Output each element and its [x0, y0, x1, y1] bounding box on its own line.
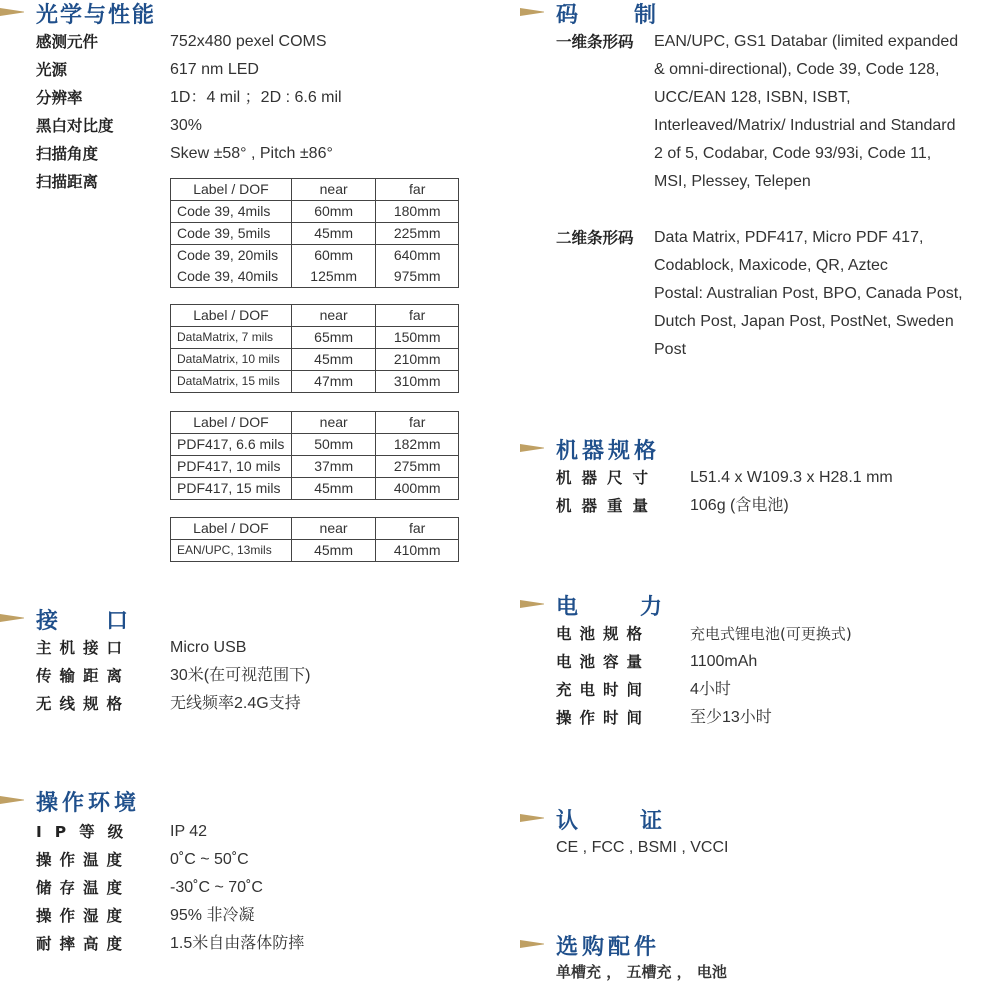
table-header-cell: far	[376, 305, 459, 327]
accessories-section	[520, 932, 1000, 981]
table-cell: DataMatrix, 15 mils	[171, 371, 292, 393]
spec-value: L51.4 x W109.3 x H28.1 mm	[690, 469, 893, 486]
spec-value: 4小时	[690, 681, 731, 698]
table-cell: 150mm	[376, 327, 459, 349]
spec-label: 电池规格	[556, 625, 651, 643]
table-header-cell: Label / DOF	[171, 412, 292, 434]
table-header-cell: near	[291, 179, 376, 201]
optics-title-bar	[0, 0, 480, 28]
spec-label: 机器尺寸	[556, 469, 659, 487]
environment-title: 操作环境	[36, 791, 141, 816]
spec-label: 扫描角度	[36, 145, 99, 163]
interface-title-bar	[0, 606, 480, 634]
spec-value: -30˚C ~ 70˚C	[170, 879, 263, 896]
power-section	[520, 592, 1000, 727]
spec-label: 储存温度	[36, 879, 131, 897]
section-marker-icon	[0, 614, 24, 622]
environment-title-bar	[0, 788, 480, 816]
symbology-line: Interleaved/Matrix/ Industrial and Standard	[654, 117, 956, 134]
spec-value: IP 42	[170, 823, 208, 840]
symbology-line: Data Matrix, PDF417, Micro PDF 417,	[654, 229, 924, 246]
table-header-cell: Label / DOF	[171, 518, 292, 540]
section-marker-icon	[520, 940, 544, 948]
table-header-row	[171, 518, 459, 540]
table-row	[171, 540, 459, 562]
table-cell: DataMatrix, 10 mils	[171, 349, 292, 371]
spec-label: IP等级	[36, 823, 137, 841]
table-cell: 45mm	[291, 540, 376, 562]
spec-value: 0˚C ~ 50˚C	[170, 851, 249, 868]
table-cell: 640mm	[376, 245, 459, 267]
section-marker-icon	[520, 8, 544, 16]
interface-section	[0, 606, 480, 713]
spec-label: 黑白对比度	[36, 117, 114, 135]
spec-value: Micro USB	[170, 639, 247, 656]
spec-label: 主机接口	[36, 639, 131, 657]
cert-title-bar	[520, 806, 1000, 834]
symbology-line: MSI, Plessey, Telepen	[654, 173, 811, 190]
spec-value: 30米(在可视范围下)	[170, 667, 311, 684]
spec-value: Skew ±58° , Pitch ±86°	[170, 145, 333, 162]
spec-label: 充电时间	[556, 681, 651, 699]
table-cell: 47mm	[291, 371, 375, 393]
table-header-cell: Label / DOF	[171, 179, 292, 201]
accessories-title: 选购配件	[556, 935, 661, 960]
spec-label: 耐摔高度	[36, 935, 131, 953]
symbology-line: EAN/UPC, GS1 Databar (limited expanded	[654, 33, 959, 50]
optics-title: 光学与性能	[36, 3, 157, 28]
table-cell: PDF417, 15 mils	[171, 478, 292, 500]
table-cell: 45mm	[291, 223, 376, 245]
spec-label: 操作时间	[556, 709, 651, 727]
table-cell: 45mm	[291, 478, 375, 500]
spec-value: 617 nm LED	[170, 61, 259, 78]
table-cell: Code 39, 20mils	[171, 245, 292, 267]
table-cell: Code 39, 5mils	[171, 223, 292, 245]
spec-value: 30%	[170, 117, 203, 134]
table-row	[171, 371, 459, 393]
table-cell: PDF417, 6.6 mils	[171, 434, 292, 456]
table-row	[171, 266, 459, 288]
interface-title: 接口	[36, 609, 177, 634]
table-cell: 50mm	[291, 434, 375, 456]
table-header-row	[171, 412, 459, 434]
table-cell: 310mm	[376, 371, 459, 393]
spec-label: 扫描距离	[36, 173, 99, 191]
power-title-bar	[520, 592, 1000, 620]
table-cell: PDF417, 10 mils	[171, 456, 292, 478]
symbology-line: & omni-directional), Code 39, Code 128,	[654, 61, 940, 78]
dof-table-code39	[170, 178, 459, 288]
spec-label: 分辨率	[36, 89, 83, 107]
cert-list: CE , FCC , BSMI , VCCI	[556, 839, 729, 856]
table-row	[171, 349, 459, 371]
optics-section	[0, 0, 480, 558]
section-marker-icon	[0, 796, 24, 804]
table-row	[171, 434, 459, 456]
environment-section	[0, 788, 480, 953]
table-cell: EAN/UPC, 13mils	[171, 540, 292, 562]
spec-value: 至少13小时	[690, 709, 772, 726]
machine-section	[520, 436, 1000, 515]
symbology-title: 码制	[556, 3, 713, 28]
machine-title: 机器规格	[556, 439, 661, 464]
spec-label: 感测元件	[36, 33, 99, 51]
table-row	[171, 327, 459, 349]
section-marker-icon	[520, 814, 544, 822]
symbology-title-bar	[520, 0, 1000, 28]
table-header-row	[171, 179, 459, 201]
table-cell: 45mm	[291, 349, 375, 371]
table-cell: 182mm	[376, 434, 459, 456]
spec-value: 752x480 pexel COMS	[170, 33, 327, 50]
table-header-cell: far	[376, 179, 459, 201]
table-cell: 210mm	[376, 349, 459, 371]
table-cell: 225mm	[376, 223, 459, 245]
table-cell: 400mm	[376, 478, 459, 500]
table-row	[171, 456, 459, 478]
table-cell: 275mm	[376, 456, 459, 478]
spec-value: 95% 非冷凝	[170, 907, 255, 924]
cert-section	[520, 806, 1000, 856]
spec-value: 1D：4 mil ；2D : 6.6 mil	[170, 89, 342, 106]
section-marker-icon	[0, 8, 24, 16]
accessories-list: 单槽充 ， 五槽充 ， 电池	[556, 963, 727, 981]
2d-barcode-list	[654, 224, 1000, 364]
spec-label: 机器重量	[556, 497, 659, 515]
table-header-cell: far	[376, 518, 459, 540]
table-row	[171, 223, 459, 245]
linear-barcode-list	[654, 28, 1000, 196]
table-cell: Code 39, 40mils	[171, 266, 292, 288]
symbology-line: 2 of 5, Codabar, Code 93/93i, Code 11,	[654, 145, 932, 162]
table-row	[171, 201, 459, 223]
symbology-line: UCC/EAN 128, ISBN, ISBT,	[654, 89, 851, 106]
spec-value: 1100mAh	[690, 653, 758, 670]
table-header-cell: far	[376, 412, 459, 434]
spec-label: 无线规格	[36, 695, 131, 713]
spec-value: 无线频率2.4G支持	[170, 695, 301, 712]
machine-title-bar	[520, 436, 1000, 464]
table-cell: 125mm	[291, 266, 376, 288]
table-header-cell: near	[291, 305, 375, 327]
spec-value: 充电式锂电池(可更换式)	[690, 625, 852, 643]
spec-label: 操作温度	[36, 851, 131, 869]
table-cell: Code 39, 4mils	[171, 201, 292, 223]
accessories-title-bar	[520, 932, 1000, 960]
table-cell: 60mm	[291, 201, 376, 223]
spec-label: 操作湿度	[36, 907, 131, 925]
2d-barcode-label: 二维条形码	[556, 229, 634, 247]
table-cell: 37mm	[291, 456, 375, 478]
table-cell: 410mm	[376, 540, 459, 562]
table-cell: 65mm	[291, 327, 375, 349]
spec-value: 1.5米自由落体防摔	[170, 935, 305, 952]
table-header-cell: Label / DOF	[171, 305, 292, 327]
symbology-line: Postal: Australian Post, BPO, Canada Post,	[654, 285, 963, 302]
symbology-section	[520, 0, 1000, 358]
symbology-line: Dutch Post, Japan Post, PostNet, Sweden	[654, 313, 954, 330]
dof-table-pdf417	[170, 411, 459, 500]
cert-title: 认证	[556, 809, 725, 834]
table-row	[171, 245, 459, 267]
dof-table-datamatrix	[170, 304, 459, 393]
table-cell: DataMatrix, 7 mils	[171, 327, 292, 349]
table-header-row	[171, 305, 459, 327]
table-header-cell: near	[291, 412, 375, 434]
section-marker-icon	[520, 600, 544, 608]
spec-value: 106g (含电池)	[690, 497, 789, 514]
linear-barcode-label: 一维条形码	[556, 33, 634, 51]
table-header-cell: near	[291, 518, 376, 540]
section-marker-icon	[520, 444, 544, 452]
spec-label: 电池容量	[556, 653, 651, 671]
table-cell: 975mm	[376, 266, 459, 288]
table-row	[171, 478, 459, 500]
symbology-line: Post	[654, 341, 687, 358]
table-cell: 60mm	[291, 245, 376, 267]
spec-label: 传输距离	[36, 667, 131, 685]
spec-label: 光源	[36, 61, 68, 79]
dof-table-ean	[170, 517, 459, 562]
table-cell: 180mm	[376, 201, 459, 223]
symbology-line: Codablock, Maxicode, QR, Aztec	[654, 257, 888, 274]
power-title: 电力	[556, 595, 725, 620]
